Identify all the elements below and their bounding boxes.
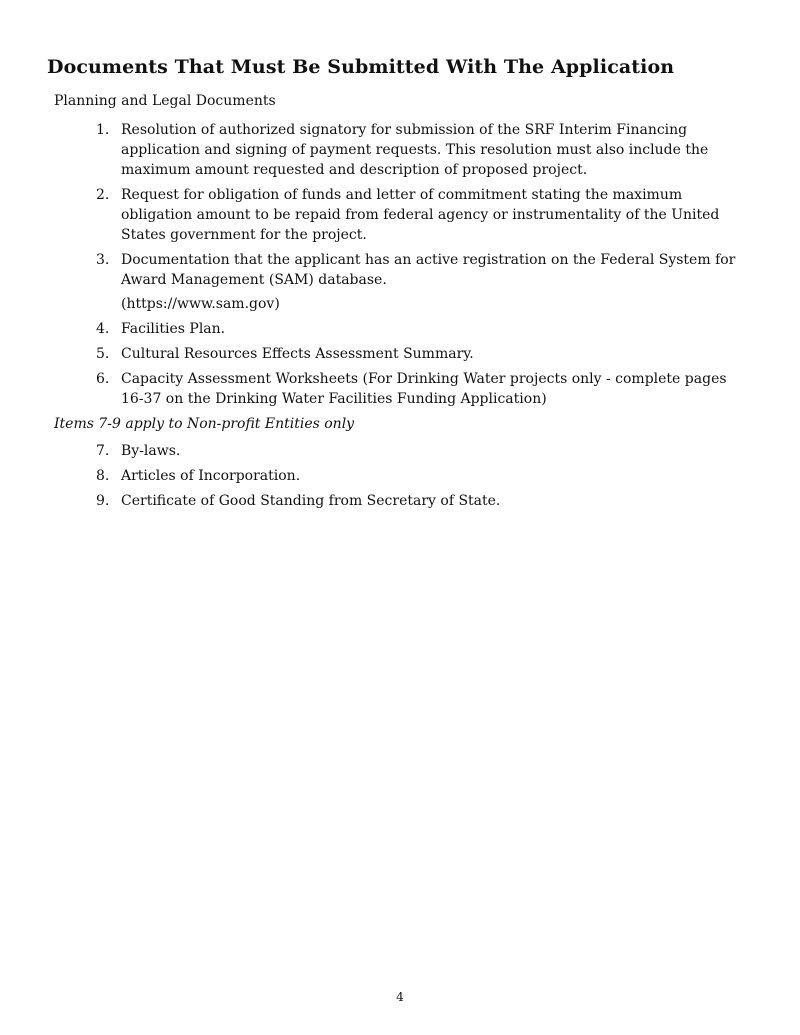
item-text: By-laws. (121, 443, 181, 459)
list-item (0, 319, 800, 339)
nonprofit-document-list (0, 441, 800, 516)
item-number: 6. (96, 371, 110, 387)
item-number: 3. (96, 252, 110, 268)
list-item (0, 369, 800, 409)
nonprofit-note: Items 7-9 apply to Non-profit Entities only (54, 416, 355, 432)
item-number: 9. (96, 493, 110, 509)
item-number: 2. (96, 187, 110, 203)
item-text: Cultural Resources Effects Assessment Summary. (121, 346, 474, 362)
item-text: Resolution of authorized signatory for submission of the SRF Interim Financing application and signing of payment requests. This resolution must also include the maximum amount requested and description of proposed project. (121, 122, 709, 178)
item-number: 8. (96, 468, 110, 484)
document-list (0, 120, 800, 414)
list-item (0, 491, 800, 511)
sam-url-link[interactable]: (https://www.sam.gov) (121, 296, 280, 312)
list-item (0, 344, 800, 364)
item-number: 7. (96, 443, 110, 459)
item-text: Facilities Plan. (121, 321, 226, 337)
item-text: Articles of Incorporation. (121, 468, 301, 484)
item-text: Request for obligation of funds and letter of commitment stating the maximum obligation amount to be repaid from federal agency or instrumentality of the United States government for the project. (121, 187, 720, 243)
item-number: 4. (96, 321, 110, 337)
section-heading: Planning and Legal Documents (54, 93, 276, 109)
item-text: Certificate of Good Standing from Secretary of State. (121, 493, 501, 509)
item-number: 1. (96, 122, 110, 138)
page-number: 4 (396, 990, 404, 1004)
page-title: Documents That Must Be Submitted With The Application (47, 56, 675, 78)
item-text: Capacity Assessment Worksheets (For Drinking Water projects only - complete pages 16-37 on the Drinking Water Facilities Funding Application) (121, 371, 727, 407)
item-text: Documentation that the applicant has an active registration on the Federal System for Award Management (SAM) database. (121, 252, 736, 288)
item-number: 5. (96, 346, 110, 362)
list-item (0, 120, 800, 180)
list-item (0, 466, 800, 486)
list-item (0, 250, 800, 314)
list-item (0, 185, 800, 245)
list-item (0, 441, 800, 461)
